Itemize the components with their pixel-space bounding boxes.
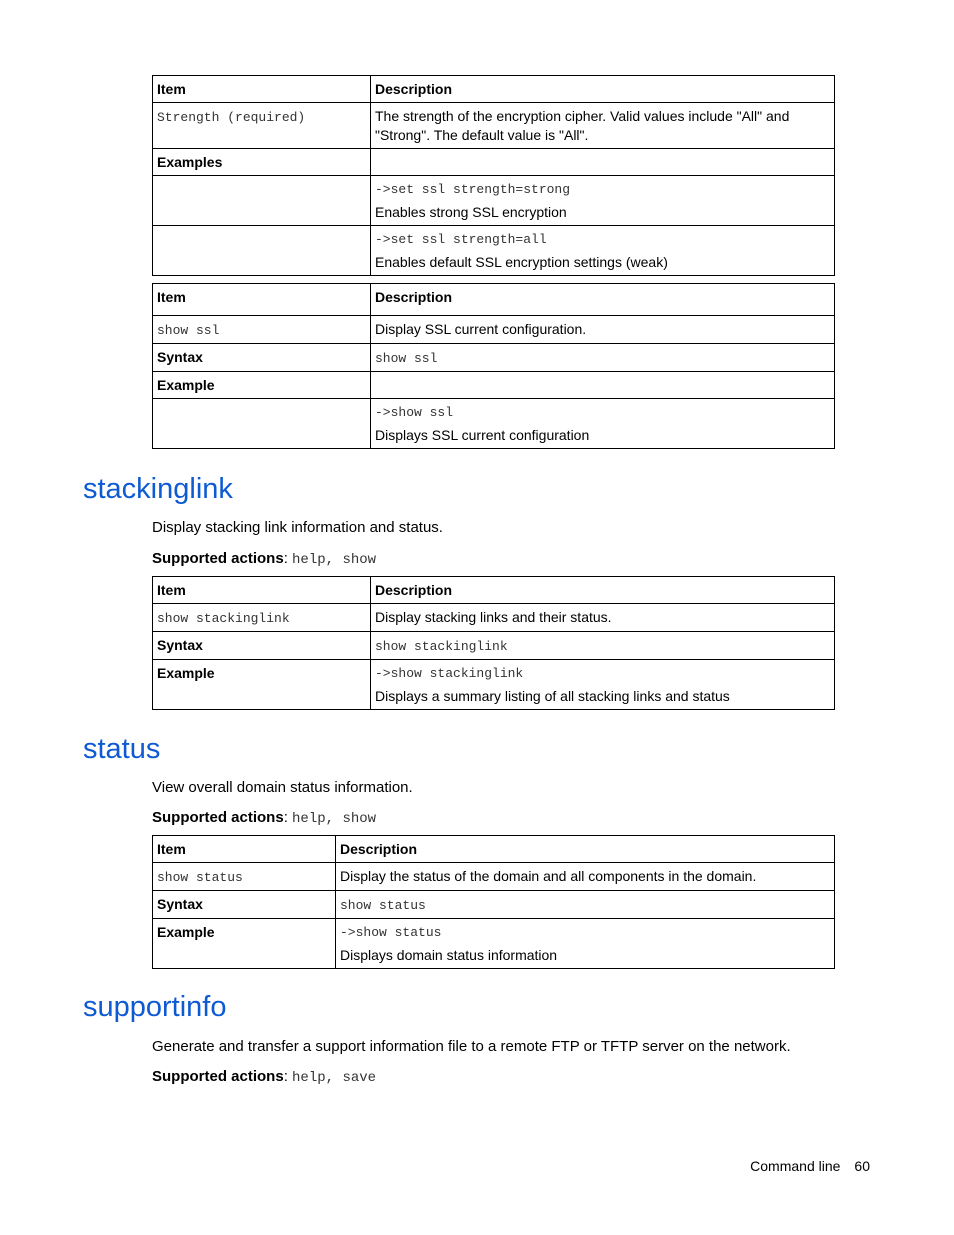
header-item: Item — [153, 284, 371, 316]
example-empty-cell — [153, 399, 371, 449]
show-ssl-table — [152, 283, 835, 449]
syntax-label: Syntax — [153, 632, 371, 660]
syntax-label: Syntax — [153, 891, 336, 919]
row-description: Display the status of the domain and all components in the domain. — [336, 863, 835, 891]
examples-row — [153, 149, 835, 176]
header-description: Description — [371, 577, 835, 604]
footer-section-label: Command line — [750, 1158, 841, 1174]
supported-actions-values: help, show — [292, 552, 377, 568]
example-command: ->set ssl strength=all — [375, 232, 547, 247]
example-description: Displays SSL current configuration — [375, 427, 590, 443]
example-description: Displays domain status information — [340, 947, 558, 963]
table-header-row — [153, 284, 835, 316]
example-label: Example — [153, 372, 371, 399]
table-row — [153, 604, 835, 632]
example-row — [153, 226, 835, 276]
syntax-row — [153, 891, 835, 919]
syntax-cell — [371, 344, 835, 372]
table-header-row — [153, 836, 835, 863]
example-label-empty-cell — [371, 372, 835, 399]
section-title-status: status — [83, 733, 161, 765]
examples-label: Examples — [153, 149, 371, 176]
row-item-code: show status — [157, 870, 243, 885]
row-item — [153, 863, 336, 891]
syntax-label: Syntax — [153, 344, 371, 372]
syntax-row — [153, 632, 835, 660]
header-description: Description — [371, 284, 835, 316]
row-item — [153, 604, 371, 632]
example-empty-cell — [153, 176, 371, 226]
row-item — [153, 103, 371, 149]
example-command: ->set ssl strength=strong — [375, 182, 571, 197]
example-row — [153, 176, 835, 226]
example-empty-cell — [153, 226, 371, 276]
example-command: ->show status — [340, 925, 442, 940]
header-item: Item — [153, 836, 336, 863]
stackinglink-table — [152, 576, 835, 710]
syntax-value: show stackinglink — [375, 639, 508, 654]
supported-actions-values: help, save — [292, 1070, 377, 1086]
syntax-cell — [371, 632, 835, 660]
table-row — [153, 863, 835, 891]
example-command: ->show ssl — [375, 405, 454, 420]
footer-page-number: 60 — [854, 1158, 870, 1174]
supported-actions-label: Supported actions — [152, 809, 284, 826]
supported-actions-label: Supported actions — [152, 550, 284, 567]
syntax-row — [153, 344, 835, 372]
example-row — [153, 399, 835, 449]
status-supported-actions: Supported actions: help, show — [152, 809, 377, 827]
supportinfo-description: Generate and transfer a support information file to a remote FTP or TFTP server on the network. — [152, 1038, 791, 1055]
row-item-code: show stackinglink — [157, 611, 290, 626]
example-row — [153, 919, 835, 969]
row-description: The strength of the encryption cipher. Valid values include "All" and "Strong". The default value is "All". — [371, 103, 835, 149]
syntax-value: show status — [340, 898, 426, 913]
supported-actions-label: Supported actions — [152, 1068, 284, 1085]
header-description: Description — [371, 76, 835, 103]
header-item: Item — [153, 76, 371, 103]
stackinglink-description: Display stacking link information and status. — [152, 519, 443, 536]
stackinglink-supported-actions: Supported actions: help, show — [152, 550, 377, 568]
supported-actions-values: help, show — [292, 811, 377, 827]
syntax-cell — [336, 891, 835, 919]
section-title-stackinglink: stackinglink — [83, 473, 233, 505]
row-description: Display stacking links and their status. — [371, 604, 835, 632]
table-header-row — [153, 577, 835, 604]
ssl-strength-table — [152, 75, 835, 276]
header-item: Item — [153, 577, 371, 604]
status-table — [152, 835, 835, 969]
example-row — [153, 660, 835, 710]
example-label: Example — [153, 919, 336, 969]
table-header-row — [153, 76, 835, 103]
example-cell — [371, 399, 835, 449]
syntax-value: show ssl — [375, 351, 438, 366]
header-description: Description — [336, 836, 835, 863]
example-description: Enables strong SSL encryption — [375, 204, 567, 220]
status-description: View overall domain status information. — [152, 779, 413, 796]
example-cell — [371, 226, 835, 276]
example-description: Displays a summary listing of all stacking links and status — [375, 688, 730, 704]
row-description: Display SSL current configuration. — [371, 316, 835, 344]
supportinfo-supported-actions: Supported actions: help, save — [152, 1068, 377, 1086]
example-label-row — [153, 372, 835, 399]
example-cell — [371, 176, 835, 226]
examples-empty-cell — [371, 149, 835, 176]
row-item — [153, 316, 371, 344]
section-title-supportinfo: supportinfo — [83, 991, 227, 1023]
table-row — [153, 103, 835, 149]
example-label: Example — [153, 660, 371, 710]
page-footer — [750, 1158, 870, 1174]
example-cell — [371, 660, 835, 710]
table-row — [153, 316, 835, 344]
row-item-code: show ssl — [157, 323, 220, 338]
example-command: ->show stackinglink — [375, 666, 524, 681]
row-item-code: Strength (required) — [157, 110, 306, 125]
example-cell — [336, 919, 835, 969]
example-description: Enables default SSL encryption settings (weak) — [375, 254, 668, 270]
